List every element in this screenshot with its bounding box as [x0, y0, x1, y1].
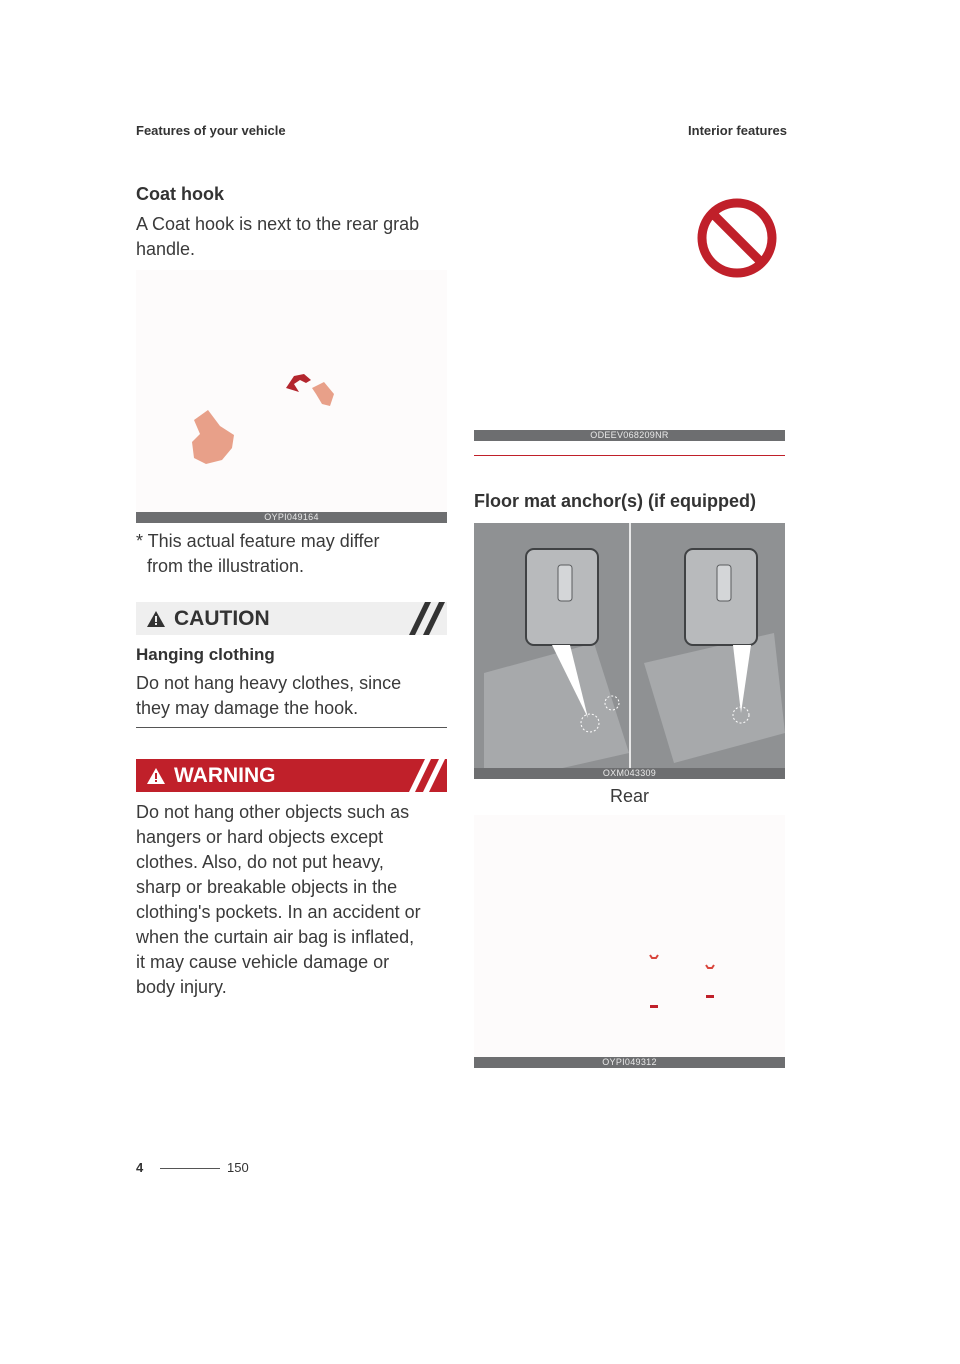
anchor-point: [706, 995, 714, 998]
caution-text: [136, 671, 451, 721]
warning-banner: [136, 759, 447, 792]
rotation-arrow-icon: [286, 374, 311, 392]
warning-triangle-icon: [146, 609, 166, 629]
floor-mat-heading: Floor mat anchor(s) (if equipped): [474, 491, 756, 511]
warning-line: clothing's pockets. In an accident or: [136, 902, 421, 922]
coat-hook-illustration: [136, 270, 447, 512]
page-number: 150: [227, 1160, 249, 1175]
grab-handle-shape: [192, 410, 234, 464]
rear-label: Rear: [609, 786, 649, 806]
floor-mat-anchor-photo: [474, 523, 785, 779]
floor-mat-photo-code: OXM043309: [474, 768, 785, 779]
coat-hook-line-1: A Coat hook is next to the rear grab: [136, 214, 420, 234]
caution-subtitle: Hanging clothing: [136, 645, 275, 664]
illustration-note: [136, 529, 451, 579]
warning-line: sharp or breakable objects in the: [136, 877, 398, 897]
hook-detail-shape: [312, 382, 334, 406]
warning-line: body injury.: [136, 977, 227, 997]
warning-stripes: [395, 759, 447, 792]
warning-label: WARNING: [174, 763, 276, 787]
warning-line: when the curtain air bag is inflated,: [136, 927, 415, 947]
prohibited-figure: [474, 184, 785, 441]
note-line-1: * This actual feature may differ: [136, 531, 380, 551]
header-section-title: Features of your vehicle: [136, 123, 286, 138]
footer-chapter: 4: [136, 1160, 144, 1175]
rear-anchor-illustration: [474, 815, 785, 1057]
note-line-2: from the illustration.: [147, 556, 305, 576]
prohibited-figure-code: ODEEV068209NR: [474, 430, 785, 441]
rear-figure-code: OYPI049312: [474, 1057, 785, 1068]
caution-stripes: [395, 602, 447, 635]
warning-line: clothes. Also, do not put heavy,: [136, 852, 384, 872]
coat-hook-figure: [136, 270, 447, 523]
warning-line: hangers or hard objects except: [136, 827, 384, 847]
coat-hook-figure-code: OYPI049164: [136, 512, 447, 523]
warning-text: [136, 800, 451, 1000]
footer-rule: [160, 1168, 220, 1169]
prohibition-icon: [695, 196, 779, 280]
warning-line: Do not hang other objects such as: [136, 802, 410, 822]
caution-label: CAUTION: [174, 606, 270, 630]
anchor-point: [650, 1005, 658, 1008]
caution-line-1: Do not hang heavy clothes, since: [136, 673, 402, 693]
warning-line: it may cause vehicle damage or: [136, 952, 390, 972]
anchor-marker: [706, 965, 714, 968]
rear-floor-mat-figure: [474, 815, 785, 1068]
coat-hook-description: [136, 212, 451, 262]
caution-divider: [136, 727, 447, 728]
warning-triangle-icon: [146, 766, 166, 786]
caution-banner: [136, 602, 447, 635]
header-chapter-title: Interior features: [688, 123, 787, 138]
coat-hook-heading: Coat hook: [136, 184, 224, 204]
floor-mat-photo: [474, 523, 785, 779]
caution-line-2: they may damage the hook.: [136, 698, 359, 718]
anchor-marker: [650, 955, 658, 958]
section-divider: [474, 455, 785, 456]
coat-hook-line-2: handle.: [136, 239, 196, 259]
